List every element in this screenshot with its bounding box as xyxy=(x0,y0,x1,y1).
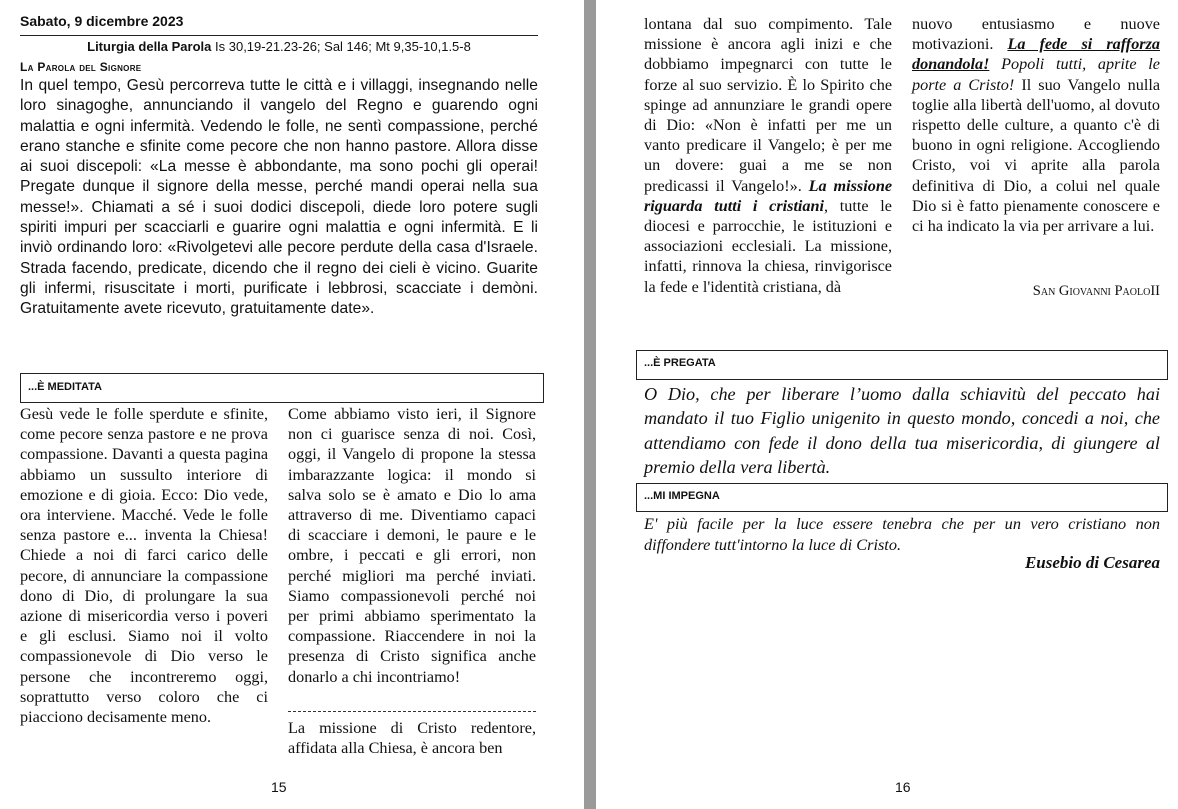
liturgy-label: Liturgia della Parola xyxy=(87,39,212,54)
reflection-bold-statement: La missione riguarda tutti i cristiani xyxy=(644,176,893,215)
column-separator xyxy=(288,711,536,712)
liturgy-line xyxy=(20,39,538,54)
page-gutter xyxy=(584,0,596,809)
reflection-column-2 xyxy=(912,14,1160,236)
meditation-column-2-continued: La missione di Cristo redentore, affidata alla Chiesa, è ancora ben xyxy=(288,719,536,758)
page-number-left: 15 xyxy=(271,779,287,795)
attribution: San Giovanni PaoloII xyxy=(1032,283,1160,299)
right-page xyxy=(596,0,1178,809)
reflection-text-a: lontana dal suo compimento. Tale missione è ancora agli inizi e che dobbiamo impegnarci con tutte le forze al suo servizio. È lo Spirito che spinge ad annunziare le grandi opere di Dio: «Non è infatti per me un vanto predicare il Vangelo; è per me un dovere: guai a me se non predicassi il Vangelo!». xyxy=(644,15,892,195)
commitment-text: E' più facile per la luce essere tenebra che per un vero cristiano non diffondere tutt'intorno la luce di Cristo. xyxy=(644,514,1160,554)
reflection-italic-quote: Popoli tutti, aprite le porte a Cristo! xyxy=(912,55,1160,94)
reflection-text-b: , tutte le diocesi e parrocchie, le istituzioni e associazioni ecclesiali. La missione, infatti, rinnova la chiesa, rinvigorisce la fede e l'identità cristiana, dà xyxy=(644,196,892,296)
reflection-column-1 xyxy=(644,14,892,297)
prayer-text: O Dio, che per liberare l’uomo dalla schiavitù del peccato hai mandato il tuo Figlio unigenito in questo mondo, concedi a noi, che attendiamo con fede il dono della tua misericordia, di giungere al premio della vera libertà. xyxy=(644,384,1160,477)
commitment-author: Eusebio di Cesarea xyxy=(1024,553,1160,572)
reflection-bold-underlined: La fede si rafforza donandola! xyxy=(912,35,1160,74)
meditation-column-2: Come abbiamo visto ieri, il Signore non ci guarisce senza di noi. Così, oggi, il Vangelo di propone la stessa imbarazzante logica: il mondo si salva solo se è amato e Dio lo ama attraverso di me. Diventiamo capaci di scacciare i demoni, le paure e le ombre, i peccati e gli errori, non perché migliori ma perché inviati. Siamo compassionevoli perché noi per primi abbiamo sperimentato la compassione. Riaccendere in noi la presenza di Cristo significa anche donarlo a chi incontriamo! xyxy=(288,405,536,686)
date-heading: Sabato, 9 dicembre 2023 xyxy=(20,13,184,29)
parola-heading: La Parola del Signore xyxy=(20,60,142,74)
meditata-heading: ...È MEDITATA xyxy=(20,373,544,403)
impegna-heading: ...MI IMPEGNA xyxy=(636,483,1168,512)
reflection-text-c: nuovo entusiasmo e nuove motivazioni. xyxy=(912,15,1160,54)
page-number-right: 16 xyxy=(895,779,911,795)
reflection-text-d: Il suo Vangelo nulla toglie alla libertà dell'uomo, al dovuto rispetto delle culture, a quanto c'è di buono in ogni religione. Accogliendo Cristo, voi vi aprite alla parola definitiva di Dio, a colui nel quale Dio si è fatto pienamente conoscere e ci ha indicato la via per arrivare a lui. xyxy=(912,75,1160,236)
liturgy-refs: Is 30,19-21.23-26; Sal 146; Mt 9,35-10,1.5-8 xyxy=(215,39,471,54)
header-rule xyxy=(20,35,538,36)
gospel-text: In quel tempo, Gesù percorreva tutte le città e i villaggi, insegnando nelle loro sinagoghe, annunciando il vangelo del Regno e guarendo ogni malattia e ogni infermità. Vedendo le folle, ne sentì compassione, perché erano stanche e sfinite come pecore che non hanno pastore. Allora disse ai suoi discepoli: «La messe è abbondante, ma sono pochi gli operai! Pregate dunque il signore della messe, perché mandi operai nella sua messe!». Chiamati a sé i suoi dodici discepoli, diede loro potere sugli spiriti impuri per scacciarli e guarire ogni malattia e ogni infermità. E li inviò ordinando loro: «Rivolgetevi alle pecore perdute della casa d'Israele. Strada facendo, predicate, dicendo che il regno dei cieli è vicino. Guarite gli infermi, risuscitate i morti, purificate i lebbrosi, scacciate i demòni. Gratuitamente avete ricevuto, gratuitamente date». xyxy=(20,77,538,318)
meditation-column-1: Gesù vede le folle sperdute e sfinite, come pecore senza pastore e ne prova compassione. Davanti a questa pagina abbiamo un sussulto interiore di emozione e di gioia. Ecco: Dio vede, ora interviene. Macché. Vede le folle senza pastore e... inventa la Chiesa! Chiede a noi di farci carico delle pecore, di annunciare la compassione dono di Dio, di prolungare la sua azione di misericordia verso i poveri e gli esclusi. Siamo noi il volto compassionevole di Dio verso le persone che incontreremo oggi, soprattutto verso coloro che ci piacciono decisamente meno. xyxy=(20,405,268,727)
left-page xyxy=(0,0,584,809)
pregata-heading: ...È PREGATA xyxy=(636,350,1168,380)
